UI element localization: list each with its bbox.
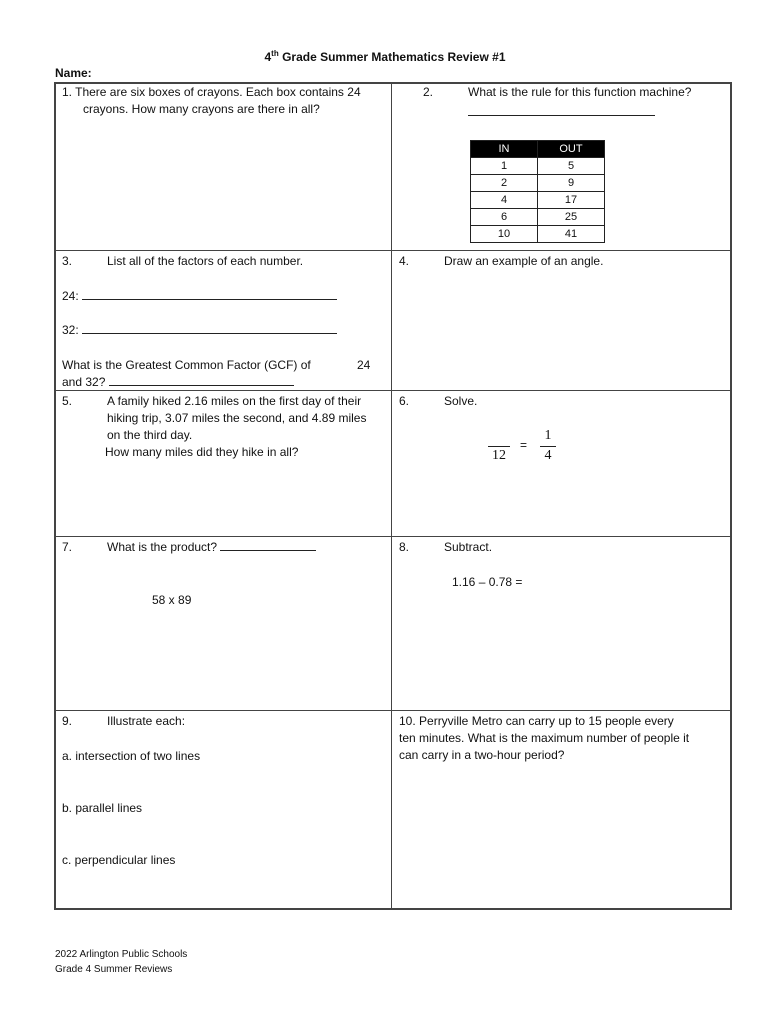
gcf-and-32: and 32? bbox=[62, 375, 106, 389]
table-header-out: OUT bbox=[538, 141, 605, 158]
table-row bbox=[471, 192, 605, 209]
fraction-right-numerator: 1 bbox=[544, 428, 552, 443]
fraction-bar bbox=[488, 446, 510, 447]
q10-line3: can carry in a two-hour period? bbox=[399, 748, 565, 762]
q8-expression: 1.16 – 0.78 = bbox=[452, 575, 523, 589]
table-row bbox=[471, 226, 605, 243]
fraction-right bbox=[540, 428, 556, 464]
fraction-right-denominator: 4 bbox=[544, 448, 552, 463]
q7-question: What is the product? bbox=[107, 540, 218, 554]
q8-number: 8. bbox=[399, 540, 410, 554]
q2-text: What is the rule for this function machine? bbox=[468, 85, 692, 99]
label-32: 32: bbox=[62, 323, 79, 337]
function-machine-table bbox=[470, 140, 605, 243]
table-cell: 1 bbox=[471, 158, 538, 175]
table-cell: 4 bbox=[471, 192, 538, 209]
table-cell: 2 bbox=[471, 175, 538, 192]
table-row bbox=[471, 158, 605, 175]
q3-gcf-line1: What is the Greatest Common Factor (GCF) of bbox=[62, 358, 311, 372]
answer-blank-32[interactable] bbox=[82, 322, 337, 334]
table-cell: 41 bbox=[538, 226, 605, 243]
table-cell: 6 bbox=[471, 209, 538, 226]
fraction-bar bbox=[540, 446, 556, 447]
q7-number: 7. bbox=[62, 540, 73, 554]
grid-divider-row-3 bbox=[54, 536, 732, 537]
q4-number: 4. bbox=[399, 254, 410, 268]
page-title: 4th Grade Summer Mathematics Review #1 bbox=[264, 49, 506, 64]
footer-line1: 2022 Arlington Public Schools bbox=[55, 949, 188, 960]
q2-number: 2. bbox=[423, 85, 434, 99]
q9-item-a: a. intersection of two lines bbox=[62, 749, 201, 763]
fraction-left bbox=[488, 428, 510, 464]
q9-number: 9. bbox=[62, 714, 73, 728]
q5-line4: How many miles did they hike in all? bbox=[105, 445, 299, 459]
q5-number: 5. bbox=[62, 394, 73, 408]
q10-line2: ten minutes. What is the maximum number of people it bbox=[399, 731, 690, 745]
answer-blank-24[interactable] bbox=[82, 288, 337, 300]
q3-factors-32 bbox=[62, 322, 337, 339]
q3-factors-24 bbox=[62, 288, 337, 305]
q3-gcf-24: 24 bbox=[357, 358, 371, 372]
table-cell: 17 bbox=[538, 192, 605, 209]
q1-line2: crayons. How many crayons are there in all? bbox=[83, 102, 320, 116]
q9-item-c: c. perpendicular lines bbox=[62, 853, 176, 867]
gcf-answer-blank[interactable] bbox=[109, 374, 294, 386]
q6-number: 6. bbox=[399, 394, 410, 408]
table-header-in: IN bbox=[471, 141, 538, 158]
q3-number: 3. bbox=[62, 254, 73, 268]
table-row bbox=[471, 175, 605, 192]
fraction-left-blank[interactable] bbox=[488, 428, 510, 445]
grid-divider-row-4 bbox=[54, 710, 732, 711]
q8-text: Subtract. bbox=[444, 540, 493, 554]
table-row bbox=[471, 209, 605, 226]
q6-equals: = bbox=[520, 438, 528, 452]
q5-line3: on the third day. bbox=[107, 428, 193, 442]
q6-text: Solve. bbox=[444, 394, 478, 408]
grid-divider-row-1 bbox=[54, 250, 732, 251]
table-cell: 25 bbox=[538, 209, 605, 226]
label-24: 24: bbox=[62, 289, 79, 303]
q5-line2: hiking trip, 3.07 miles the second, and 4.89 miles bbox=[107, 411, 367, 425]
table-cell: 10 bbox=[471, 226, 538, 243]
q1-line1: 1. There are six boxes of crayons. Each box contains 24 bbox=[62, 85, 361, 99]
q9-item-b: b. parallel lines bbox=[62, 801, 143, 815]
question-grid bbox=[54, 82, 732, 910]
q7-answer-blank[interactable] bbox=[220, 539, 316, 551]
q3-gcf-line2 bbox=[62, 374, 294, 391]
q10-line1: 10. Perryville Metro can carry up to 15 people every bbox=[399, 714, 674, 728]
fraction-left-denominator: 12 bbox=[492, 448, 506, 463]
q4-text: Draw an example of an angle. bbox=[444, 254, 604, 268]
name-label: Name: bbox=[55, 66, 92, 80]
q7-text bbox=[107, 539, 316, 556]
footer-line2: Grade 4 Summer Reviews bbox=[55, 964, 173, 975]
q5-line1: A family hiked 2.16 miles on the first day of their bbox=[107, 394, 362, 408]
q7-expression: 58 x 89 bbox=[152, 593, 192, 607]
q9-text: Illustrate each: bbox=[107, 714, 186, 728]
table-cell: 5 bbox=[538, 158, 605, 175]
q2-answer-blank[interactable] bbox=[468, 104, 655, 121]
q3-text: List all of the factors of each number. bbox=[107, 254, 304, 268]
grid-divider-vertical bbox=[391, 82, 392, 910]
table-cell: 9 bbox=[538, 175, 605, 192]
